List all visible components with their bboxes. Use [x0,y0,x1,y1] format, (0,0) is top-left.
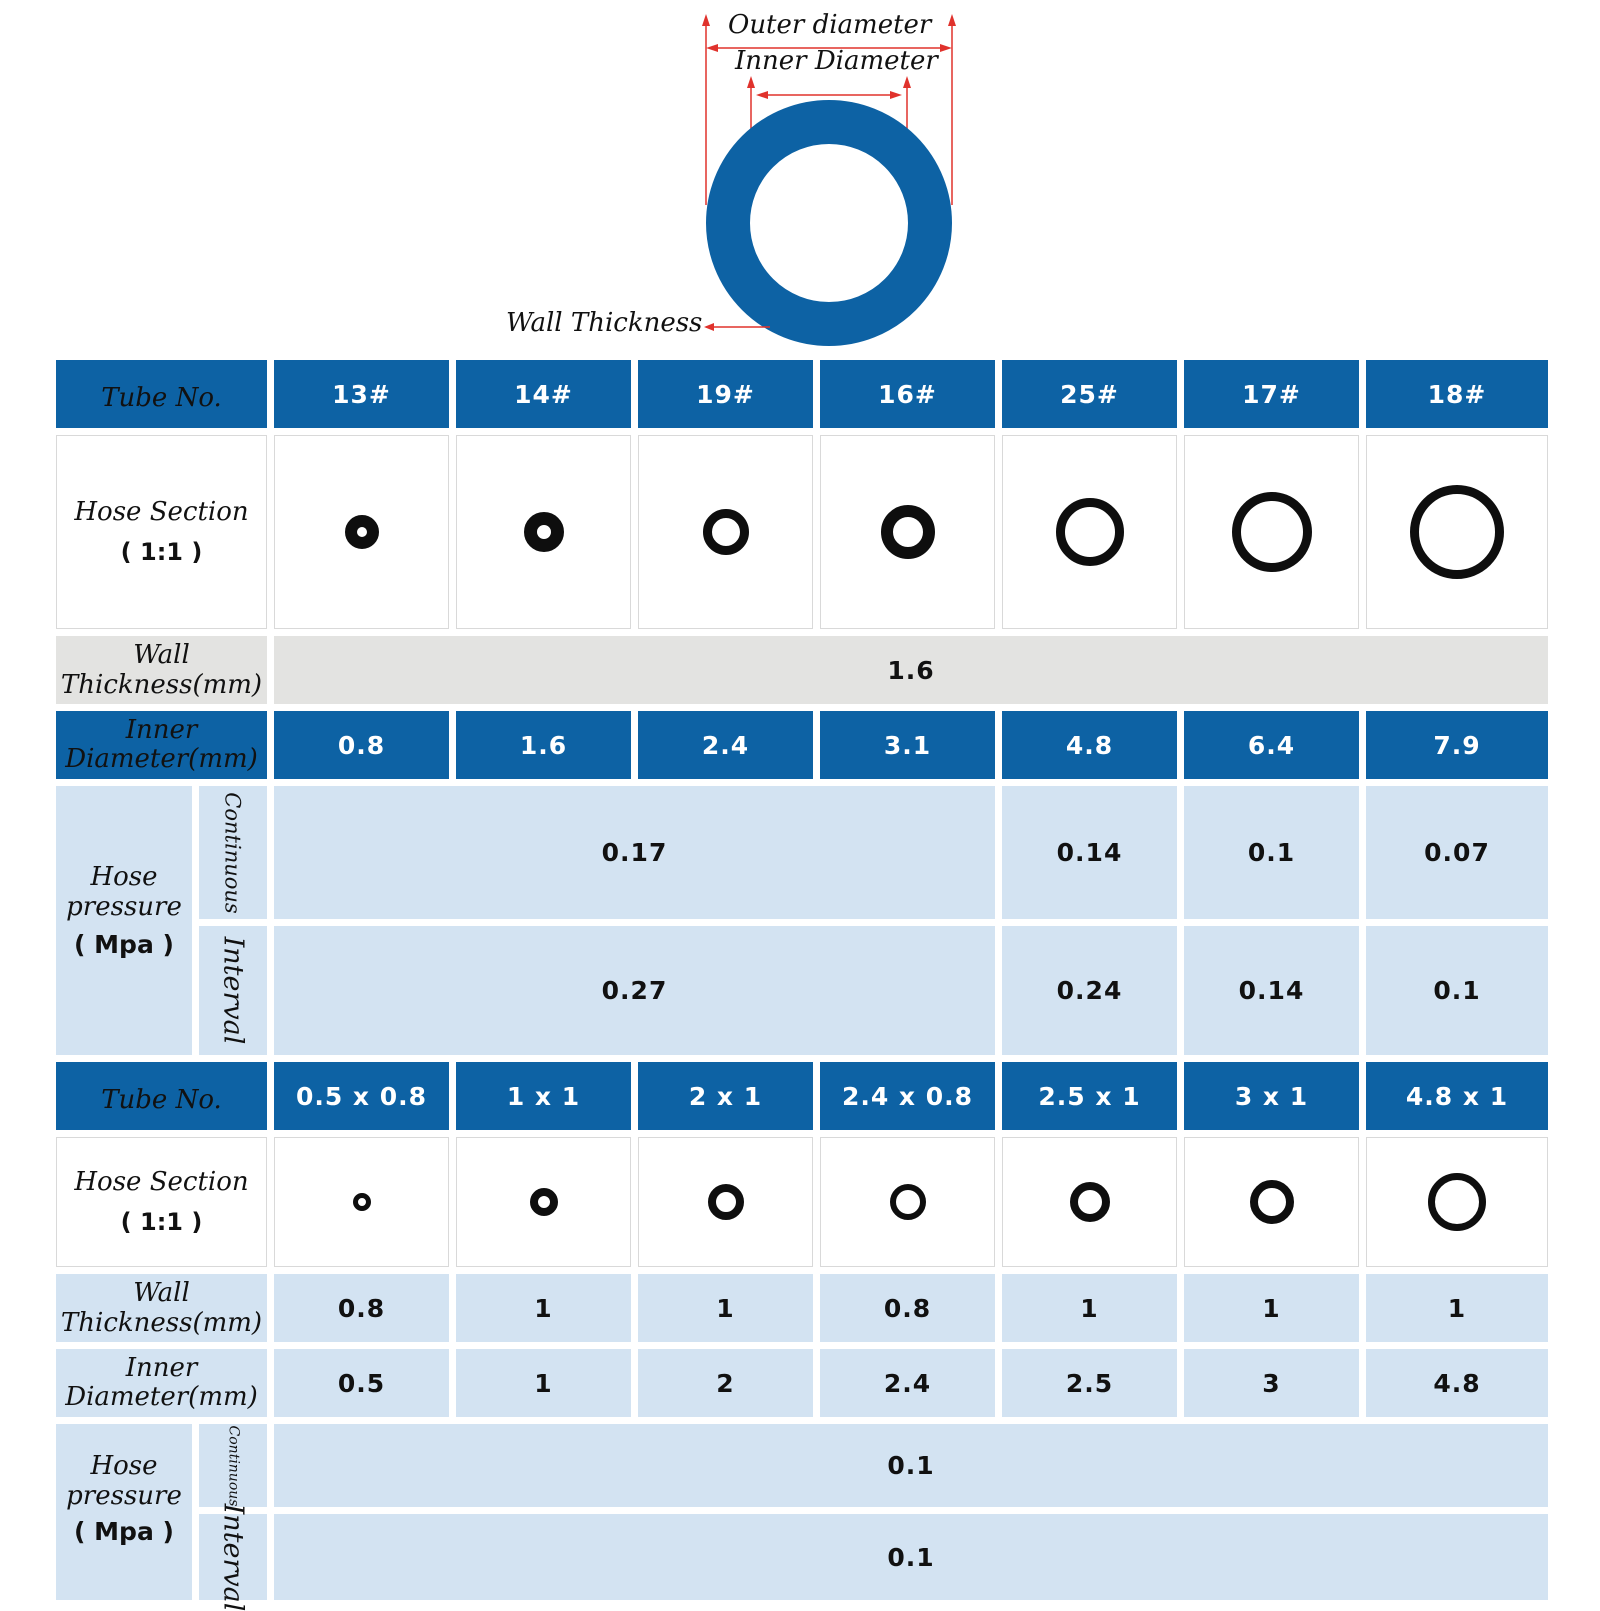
hose-section-icon [1410,485,1504,579]
t2-section-6 [1184,1137,1359,1267]
t1-inner-6: 6.4 [1184,711,1359,779]
t1-section-7 [1366,435,1548,629]
t1-tube-1: 13# [274,360,449,428]
t2-tube-5: 2.5 x 1 [1002,1062,1177,1130]
t1-section-2 [456,435,631,629]
t2-continuous-value: 0.1 [274,1424,1548,1507]
outer-diameter-label: Outer diameter [728,10,932,40]
hose-section-icon [1232,492,1312,572]
t1-inner-1: 0.8 [274,711,449,779]
t2-inner-6: 3 [1184,1349,1359,1417]
t2-continuous-label: Continuous [199,1424,267,1507]
t2-section-1 [274,1137,449,1267]
hose-section-icon [524,512,564,552]
t2-tube-6: 3 x 1 [1184,1062,1359,1130]
t1-tube-4: 16# [820,360,995,428]
t1-continuous-2: 0.14 [1002,786,1177,919]
t1-continuous-3: 0.1 [1184,786,1359,919]
t1-tube-label: Tube No. [56,360,267,428]
tube-diagram [470,0,990,350]
t1-section-5 [1002,435,1177,629]
t1-interval-4: 0.1 [1366,926,1548,1055]
inner-diameter-label: Inner Diameter [735,46,938,76]
t1-tube-3: 19# [638,360,813,428]
t2-tube-1: 0.5 x 0.8 [274,1062,449,1130]
t1-continuous-1: 0.17 [274,786,995,919]
t1-interval-2: 0.24 [1002,926,1177,1055]
t2-interval-value: 0.1 [274,1514,1548,1600]
t1-wall-label: Wall Thickness(mm) [56,636,267,704]
t2-inner-3: 2 [638,1349,813,1417]
t1-inner-7: 7.9 [1366,711,1548,779]
t1-inner-5: 4.8 [1002,711,1177,779]
hose-section-icon [530,1188,558,1216]
t2-wall-4: 0.8 [820,1274,995,1342]
t1-pressure-label: Hose pressure ( Mpa ) [56,786,192,1055]
t2-wall-label: Wall Thickness(mm) [56,1274,267,1342]
t1-tube-2: 14# [456,360,631,428]
t1-tube-6: 17# [1184,360,1359,428]
t2-inner-1: 0.5 [274,1349,449,1417]
hose-section-icon [1250,1180,1294,1224]
tube-ring-icon [728,122,930,324]
t2-section-2 [456,1137,631,1267]
t2-tube-label: Tube No. [56,1062,267,1130]
t1-section-4 [820,435,995,629]
t2-inner-7: 4.8 [1366,1349,1548,1417]
hose-section-icon [353,1193,371,1211]
hose-section-icon [890,1184,926,1220]
t2-section-7 [1366,1137,1548,1267]
t1-section-6 [1184,435,1359,629]
t2-inner-2: 1 [456,1349,631,1417]
t2-inner-4: 2.4 [820,1349,995,1417]
t1-inner-4: 3.1 [820,711,995,779]
t2-tube-3: 2 x 1 [638,1062,813,1130]
t1-continuous-4: 0.07 [1366,786,1548,919]
t2-inner-label: Inner Diameter(mm) [56,1349,267,1417]
t2-inner-5: 2.5 [1002,1349,1177,1417]
t1-wall-value: 1.6 [274,636,1548,704]
t1-interval-3: 0.14 [1184,926,1359,1055]
t2-wall-1: 0.8 [274,1274,449,1342]
t2-section-5 [1002,1137,1177,1267]
t1-continuous-label: Continuous [199,786,267,919]
t1-inner-3: 2.4 [638,711,813,779]
t2-wall-3: 1 [638,1274,813,1342]
t1-inner-2: 1.6 [456,711,631,779]
t2-wall-5: 1 [1002,1274,1177,1342]
hose-section-icon [708,1184,744,1220]
t1-section-3 [638,435,813,629]
t1-interval-label: Interval [199,926,267,1055]
hose-section-icon [1056,498,1124,566]
t2-wall-6: 1 [1184,1274,1359,1342]
t2-section-3 [638,1137,813,1267]
hose-section-icon [881,505,935,559]
t1-interval-1: 0.27 [274,926,995,1055]
hose-section-icon [703,509,749,555]
wall-thickness-label: Wall Thickness [506,308,703,338]
hose-section-icon [1428,1173,1486,1231]
t2-tube-4: 2.4 x 0.8 [820,1062,995,1130]
t1-section-label: Hose Section ( 1:1 ) [56,435,267,629]
hose-section-icon [1070,1182,1110,1222]
t2-section-label: Hose Section ( 1:1 ) [56,1137,267,1267]
t2-tube-7: 4.8 x 1 [1366,1062,1548,1130]
t1-section-1 [274,435,449,629]
t2-pressure-label: Hose pressure ( Mpa ) [56,1424,192,1600]
t2-wall-2: 1 [456,1274,631,1342]
t2-tube-2: 1 x 1 [456,1062,631,1130]
hose-section-icon [345,515,379,549]
t2-section-4 [820,1137,995,1267]
t1-tube-5: 25# [1002,360,1177,428]
t1-tube-7: 18# [1366,360,1548,428]
t2-interval-label: Interval [199,1514,267,1600]
t2-wall-7: 1 [1366,1274,1548,1342]
t1-inner-label: Inner Diameter(mm) [56,711,267,779]
